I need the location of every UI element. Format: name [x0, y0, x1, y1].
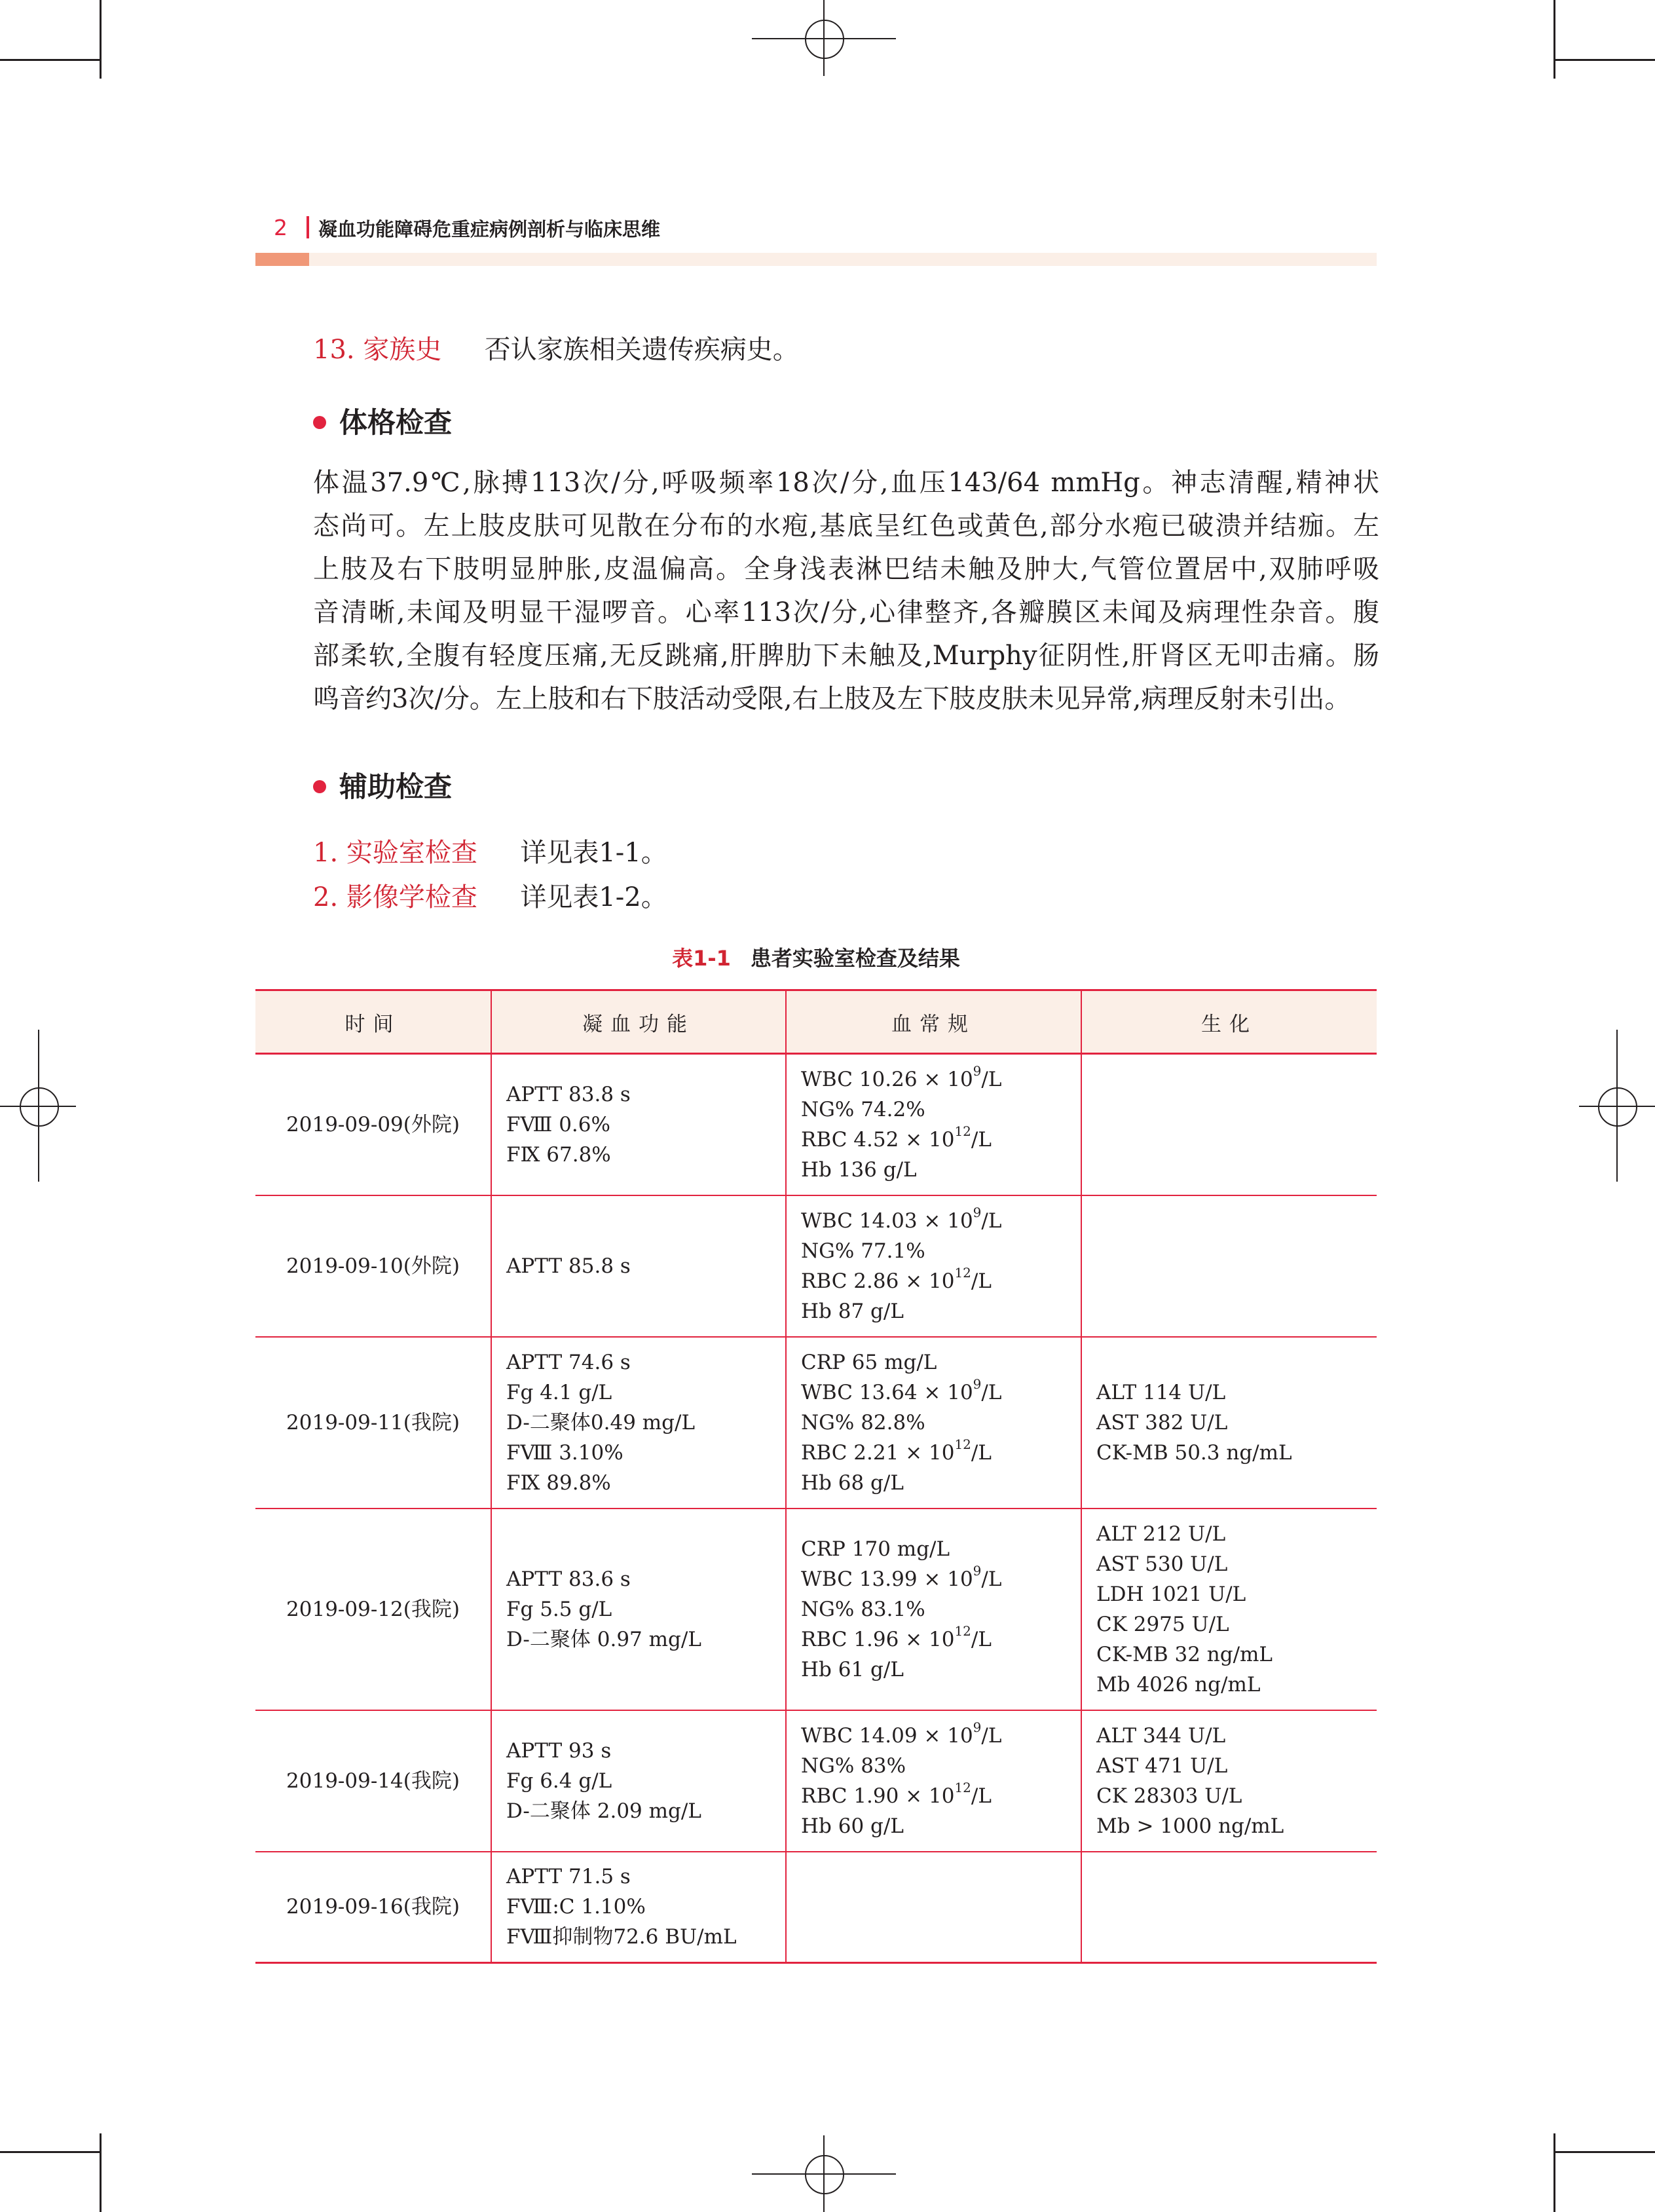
table-row — [255, 1054, 1377, 1195]
registration-circle — [805, 2155, 844, 2194]
book-title: 凝血功能障碍危重症病例剖析与临床思维 — [318, 218, 661, 240]
cell-line: ALT 114 U/L — [1096, 1380, 1226, 1404]
cell-line: APTT 74.6 s — [506, 1350, 631, 1374]
header-rule-accent — [255, 253, 309, 266]
cell-line: RBC $4.52 \times 10^{12}/L$ — [801, 1123, 992, 1152]
cell-line: Fg 4.1 g/L — [506, 1380, 612, 1404]
text-line: 鸣音约3次/分。左上肢和右下肢活动受限,右上肢及左下肢皮肤未见异常,病理反射未引出。 — [313, 684, 1351, 714]
cell-line: CK-MB 50.3 ng/mL — [1096, 1440, 1292, 1465]
cell-blood-routine — [786, 1195, 1081, 1337]
lab-exam-item — [313, 832, 667, 869]
cell-line: CRP 170 mg/L — [801, 1537, 950, 1561]
cell-line: Hb 68 g/L — [801, 1471, 904, 1495]
cell-line: APTT 83.6 s — [506, 1567, 631, 1591]
cell-biochemistry — [1081, 1337, 1377, 1509]
cell-line: D-二聚体 0.97 mg/L — [506, 1627, 701, 1651]
cell-line: Fg 5.5 g/L — [506, 1597, 612, 1621]
cell-line: RBC $2.21 \times 10^{12}/L$ — [801, 1436, 992, 1465]
text-line: 部柔软,全腹有轻度压痛,无反跳痛,肝脾肋下未触及,Murphy征阴性,肝肾区无叩击痛。肠 — [313, 641, 1379, 671]
cell-time: 2019-09-11(我院) — [255, 1337, 491, 1509]
cell-coagulation — [491, 1337, 786, 1509]
family-history-label: 13. 家族史 — [313, 335, 442, 365]
header-rule — [309, 253, 1377, 266]
cell-blood-routine — [786, 1509, 1081, 1710]
imaging-exam-item — [313, 876, 667, 914]
crop-mark — [1554, 2151, 1655, 2153]
cell-line: CK 2975 U/L — [1096, 1612, 1229, 1636]
cell-line: AST 530 U/L — [1096, 1552, 1228, 1576]
auxiliary-exam-heading: 辅助检查 — [313, 765, 452, 805]
cell-line: FⅧ 0.6% — [506, 1112, 610, 1136]
table-row — [255, 1852, 1377, 1963]
cell-line: WBC $14.09 \times 10^9/L$ — [801, 1719, 1002, 1748]
table-header-row — [255, 990, 1377, 1054]
cell-line: D-二聚体 2.09 mg/L — [506, 1799, 701, 1823]
registration-circle — [1598, 1087, 1637, 1127]
cell-line: APTT 71.5 s — [506, 1865, 631, 1889]
cell-line: WBC $10.26 \times 10^9/L$ — [801, 1063, 1002, 1091]
table-row — [255, 1509, 1377, 1710]
cell-line: Mb 4026 ng/mL — [1096, 1672, 1261, 1696]
crop-mark — [1554, 59, 1655, 61]
cell-biochemistry — [1081, 1195, 1377, 1337]
cell-time: 2019-09-12(我院) — [255, 1509, 491, 1710]
table-row — [255, 1337, 1377, 1509]
physical-exam-text — [313, 461, 1379, 721]
cell-time: 2019-09-16(我院) — [255, 1852, 491, 1963]
cell-line: APTT 83.8 s — [506, 1082, 631, 1106]
crop-mark — [0, 59, 101, 61]
cell-line: NG% 74.2% — [801, 1097, 925, 1121]
cell-line: Hb 87 g/L — [801, 1299, 904, 1323]
cell-line: WBC $13.64 \times 10^9/L$ — [801, 1376, 1002, 1404]
cell-time: 2019-09-14(我院) — [255, 1710, 491, 1852]
crop-mark — [1553, 2133, 1555, 2212]
cell-coagulation — [491, 1054, 786, 1195]
cell-line: ALT 212 U/L — [1096, 1522, 1226, 1546]
lab-results-table — [255, 989, 1377, 1964]
registration-circle — [805, 20, 844, 59]
cell-blood-routine — [786, 1852, 1081, 1963]
crop-mark — [0, 2151, 101, 2153]
cell-line: NG% 83.1% — [801, 1597, 925, 1621]
header-blood-routine: 血常规 — [786, 990, 1081, 1054]
table-number: 表1-1 — [672, 946, 731, 971]
header-time: 时间 — [255, 990, 491, 1054]
cell-biochemistry — [1081, 1054, 1377, 1195]
cell-line: FⅨ 89.8% — [506, 1471, 611, 1495]
cell-line: NG% 82.8% — [801, 1410, 925, 1434]
cell-line: Fg 6.4 g/L — [506, 1769, 612, 1793]
text-line: 音清晰,未闻及明显干湿啰音。心率113次/分,心律整齐,各瓣膜区未闻及病理性杂音。腹 — [313, 597, 1379, 628]
cell-blood-routine — [786, 1337, 1081, 1509]
cell-blood-routine — [786, 1054, 1081, 1195]
cell-line: WBC $14.03 \times 10^9/L$ — [801, 1205, 1002, 1233]
cell-line: CK-MB 32 ng/mL — [1096, 1642, 1273, 1666]
cell-line: WBC $13.99 \times 10^9/L$ — [801, 1563, 1002, 1591]
cell-line: NG% 77.1% — [801, 1239, 925, 1263]
table-row — [255, 1195, 1377, 1337]
crop-mark — [100, 2133, 102, 2212]
cell-line: CRP 65 mg/L — [801, 1350, 937, 1374]
cell-line: LDH 1021 U/L — [1096, 1582, 1246, 1606]
text-line: 体温37.9℃,脉搏113次/分,呼吸频率18次/分,血压143/64 mmHg。神志清醒,精神状 — [313, 468, 1379, 498]
cell-line: FⅧ 3.10% — [506, 1440, 623, 1465]
cell-line: Mb > 1000 ng/mL — [1096, 1814, 1284, 1838]
table-caption — [255, 942, 1377, 972]
cell-line: RBC $1.96 \times 10^{12}/L$ — [801, 1623, 992, 1651]
bullet-icon — [313, 416, 326, 429]
cell-coagulation — [491, 1195, 786, 1337]
cell-coagulation — [491, 1710, 786, 1852]
registration-circle — [20, 1087, 59, 1127]
cell-line: D-二聚体0.49 mg/L — [506, 1410, 696, 1434]
cell-time: 2019-09-10(外院) — [255, 1195, 491, 1337]
cell-line: FⅨ 67.8% — [506, 1142, 611, 1167]
cell-biochemistry — [1081, 1509, 1377, 1710]
text-line: 态尚可。左上肢皮肤可见散在分布的水疱,基底呈红色或黄色,部分水疱已破溃并结痂。左 — [313, 511, 1379, 541]
cell-line: APTT 93 s — [506, 1738, 612, 1763]
crop-mark — [100, 0, 102, 79]
imaging-exam-text: 详见表1-2。 — [520, 882, 667, 912]
header-biochemistry: 生化 — [1081, 990, 1377, 1054]
cell-line: APTT 85.8 s — [506, 1254, 631, 1278]
family-history-text: 否认家族相关遗传疾病史。 — [484, 335, 799, 365]
cell-coagulation — [491, 1852, 786, 1963]
bullet-icon — [313, 780, 326, 793]
table-title: 患者实验室检查及结果 — [750, 946, 960, 971]
cell-line: NG% 83% — [801, 1753, 906, 1778]
cell-biochemistry — [1081, 1852, 1377, 1963]
crop-mark — [1553, 0, 1555, 79]
cell-line: FⅧ:C 1.10% — [506, 1895, 646, 1919]
cell-coagulation — [491, 1509, 786, 1710]
cell-line: FⅧ抑制物72.6 BU/mL — [506, 1925, 737, 1949]
cell-line: RBC $1.90 \times 10^{12}/L$ — [801, 1780, 992, 1808]
cell-line: AST 382 U/L — [1096, 1410, 1228, 1434]
table-row — [255, 1710, 1377, 1852]
imaging-exam-label: 2. 影像学检查 — [313, 882, 477, 912]
cell-line: Hb 136 g/L — [801, 1157, 917, 1182]
cell-line: ALT 344 U/L — [1096, 1723, 1226, 1748]
cell-time: 2019-09-09(外院) — [255, 1054, 491, 1195]
lab-exam-text: 详见表1-1。 — [520, 838, 667, 868]
cell-line: RBC $2.86 \times 10^{12}/L$ — [801, 1265, 992, 1293]
cell-line: Hb 60 g/L — [801, 1814, 904, 1838]
header-divider — [307, 216, 309, 238]
cell-blood-routine — [786, 1710, 1081, 1852]
cell-biochemistry — [1081, 1710, 1377, 1852]
cell-line: Hb 61 g/L — [801, 1657, 904, 1681]
running-header — [255, 212, 1377, 267]
text-line: 上肢及右下肢明显肿胀,皮温偏高。全身浅表淋巴结未触及肿大,气管位置居中,双肺呼吸 — [313, 554, 1379, 584]
table-body — [255, 1054, 1377, 1963]
lab-exam-label: 1. 实验室检查 — [313, 838, 477, 868]
cell-line: AST 471 U/L — [1096, 1753, 1228, 1778]
physical-exam-heading: 体格检查 — [313, 401, 452, 441]
family-history — [313, 329, 799, 366]
header-coagulation: 凝血功能 — [491, 990, 786, 1054]
cell-line: CK 28303 U/L — [1096, 1784, 1242, 1808]
page-number: 2 — [274, 215, 288, 240]
